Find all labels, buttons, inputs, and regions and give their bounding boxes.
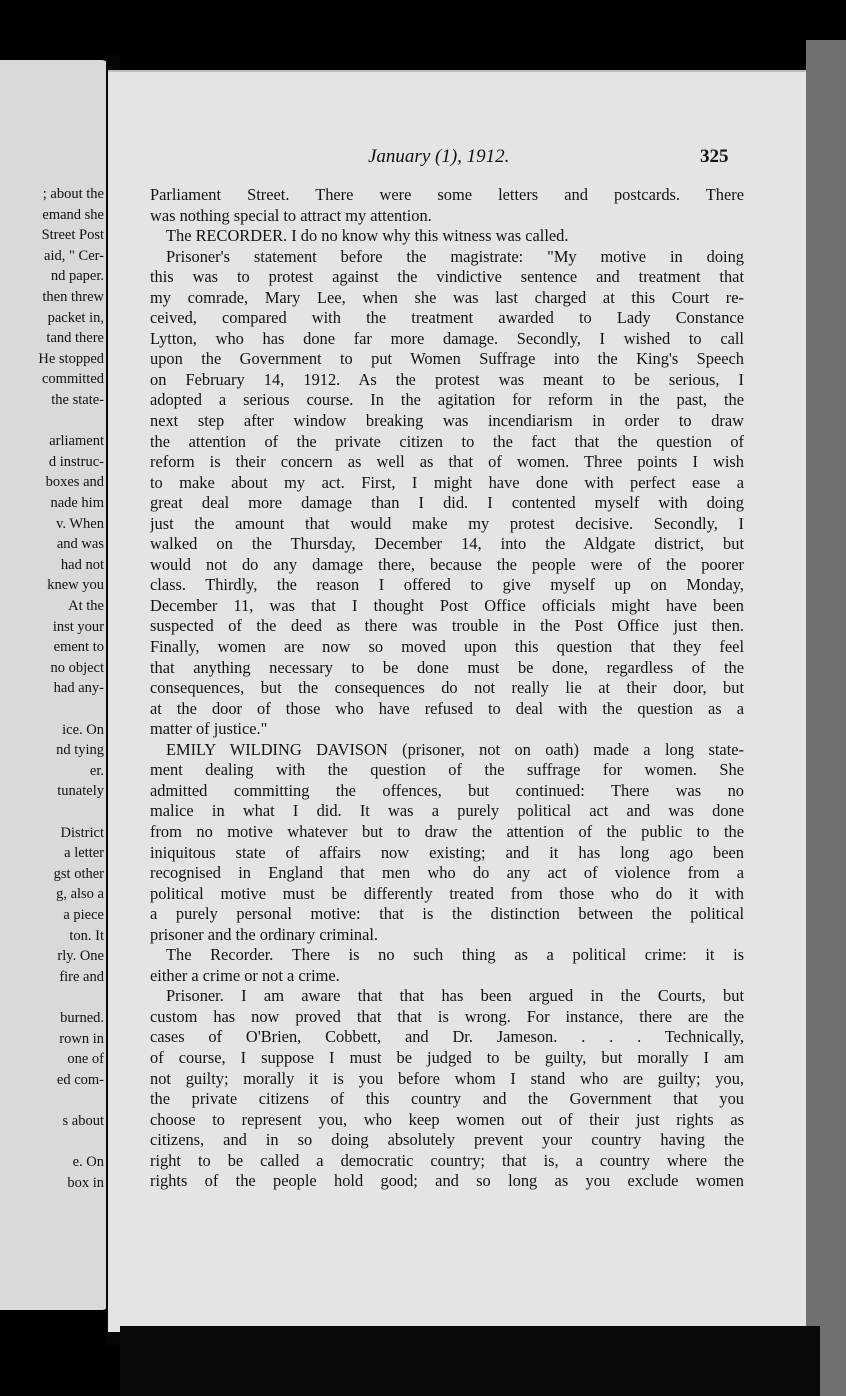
- facing-page-line: a piece: [63, 907, 104, 923]
- text-line: Prisoner. I am aware that that has been argued in the Courts, but: [166, 986, 744, 1006]
- facing-page-line: and was: [56, 536, 104, 553]
- text-line: my comrade, Mary Lee, when she was last charged at this Court re-: [150, 287, 744, 307]
- facing-page-line: g, also a: [56, 886, 104, 903]
- text-line: reform is their concern as well as that of women. Three points I wish: [150, 452, 744, 472]
- facing-page-line: District: [60, 824, 104, 841]
- facing-page-line: then threw: [42, 289, 104, 305]
- text-line: suspected of the deed as there was trouble in the Post Office just then.: [150, 616, 744, 636]
- facing-page-line: He stopped: [38, 350, 104, 367]
- facing-page-line: one of: [67, 1051, 104, 1068]
- facing-page-line: ton. It: [69, 927, 104, 944]
- facing-page-line: d instruc-: [48, 453, 104, 470]
- facing-page-line: emand she: [42, 206, 104, 223]
- text-line: the attention of the private citizen to the fact that the question of: [150, 431, 744, 451]
- text-line: Finally, women are now so moved upon this question that they feel: [150, 637, 744, 657]
- facing-page-line: tand there: [46, 330, 104, 347]
- facing-page-line: rly. One: [57, 948, 104, 965]
- text-line: choose to represent you, who keep women out of their just rights as: [150, 1109, 744, 1129]
- facing-page-line: the state-: [51, 392, 104, 408]
- text-line: walked on the Thursday, December 14, into the Aldgate district, but: [150, 534, 744, 554]
- facing-page-line: ement to: [53, 639, 104, 656]
- facing-page-line: had not: [60, 556, 104, 573]
- facing-page-line: knew you: [47, 577, 104, 594]
- text-line: on February 14, 1912. As the protest was meant to be serious, I: [150, 369, 744, 389]
- facing-page-line: boxes and: [45, 474, 104, 491]
- text-line: ceived, compared with the treatment awarded to Lady Constance: [150, 308, 744, 328]
- facing-page-line: box in: [67, 1174, 104, 1191]
- facing-page-line: At the: [68, 598, 104, 614]
- facing-page-line: nade him: [50, 495, 104, 511]
- facing-page-line: aid, " Cer-: [44, 247, 104, 264]
- text-line: adopted a serious course. In the agitation for reform in the past, the: [150, 390, 744, 410]
- text-line: The RECORDER. I do no know why this witness was called.: [166, 226, 569, 246]
- facing-page-line: rown in: [59, 1030, 104, 1047]
- text-line: Parliament Street. There were some letters and postcards. There: [150, 185, 744, 204]
- text-line: recognised in England that men who do any act of violence from a: [150, 863, 744, 883]
- text-line: Prisoner's statement before the magistrate: "My motive in doing: [166, 246, 744, 266]
- text-line: that anything necessary to be done must be done, regardless of the: [150, 657, 744, 677]
- page-number: 325: [700, 146, 729, 167]
- text-line: at the door of those who have refused to deal with the question as a: [150, 698, 744, 718]
- facing-page-line: a letter: [64, 845, 104, 862]
- text-line: The Recorder. There is no such thing as a political crime: it is: [166, 945, 744, 965]
- text-line: December 11, was that I thought Post Office officials might have been: [150, 595, 744, 615]
- facing-page-line: e. On: [72, 1154, 104, 1171]
- text-line: malice in what I did. It was a purely political act and was done: [150, 801, 744, 821]
- text-line: consequences, but the consequences do not really lie at their door, but: [150, 678, 744, 698]
- body-text: [150, 185, 744, 1192]
- facing-page-line: fire and: [59, 968, 104, 985]
- facing-page-line: nd tying: [56, 742, 104, 759]
- text-line: matter of justice.": [150, 719, 268, 739]
- text-line: was nothing special to attract my attention.: [150, 205, 432, 225]
- facing-page-line: ice. On: [62, 721, 104, 738]
- facing-page-line: gst other: [53, 865, 104, 882]
- text-line: rights of the people hold good; and so long as you exclude women: [150, 1171, 744, 1191]
- facing-page-line: v. When: [56, 515, 104, 532]
- text-line: iniquitous state of affairs now existing; and it has long ago been: [150, 842, 744, 862]
- running-head: January (1), 1912.: [368, 146, 510, 167]
- text-line: right to be called a democratic country; that is, a country where the: [150, 1150, 744, 1170]
- facing-page-line: no object: [50, 659, 104, 676]
- text-line: ment dealing with the question of the suffrage for women. She: [150, 760, 744, 780]
- facing-page-line: nd paper.: [50, 268, 104, 285]
- facing-page-line: ed com-: [56, 1071, 104, 1088]
- facing-page-line: burned.: [60, 1010, 104, 1026]
- text-line: Lytton, who has done far more damage. Secondly, I wished to call: [150, 328, 744, 348]
- facing-page-line: ; about the: [42, 186, 104, 202]
- text-line: great deal more damage than I did. I contented myself with doing: [150, 493, 744, 513]
- text-line: this was to protest against the vindictive sentence and treatment that: [150, 267, 744, 287]
- facing-page-line: s about: [62, 1113, 104, 1129]
- text-line: from no motive whatever but to draw the attention of the public to the: [150, 821, 744, 841]
- text-line: either a crime or not a crime.: [150, 965, 340, 985]
- facing-page-line: Street Post: [41, 227, 104, 244]
- page-edge-shadow: [806, 40, 846, 1396]
- facing-page-line: tunately: [57, 783, 104, 800]
- text-line: political motive must be differently treated from those who do it with: [150, 883, 744, 903]
- text-line: citizens, and in so doing absolutely prevent your country having the: [150, 1130, 744, 1150]
- text-line: just the amount that would make my protest decisive. Secondly, I: [150, 513, 744, 533]
- text-line: cases of O'Brien, Cobbett, and Dr. Jameson. . . . Technically,: [150, 1027, 744, 1047]
- text-line: to make about my act. First, I might have done with perfect ease a: [150, 472, 744, 492]
- text-line: of course, I suppose I must be judged to be guilty, but morally I am: [150, 1047, 744, 1067]
- facing-page-line: committed: [41, 371, 104, 388]
- text-line: would not do any damage there, because the people were of the poorer: [150, 554, 744, 574]
- text-line: admitted committing the offences, but continued: There was no: [150, 780, 744, 800]
- facing-page-line: arliament: [49, 433, 104, 450]
- text-line: the private citizens of this country and the Government that you: [150, 1089, 744, 1109]
- bottom-shadow: [120, 1326, 820, 1396]
- text-line: a purely personal motive: that is the distinction between the political: [150, 904, 744, 924]
- text-line: next step after window breaking was incendiarism in order to draw: [150, 411, 744, 431]
- text-line: EMILY WILDING DAVISON (prisoner, not on oath) made a long state-: [166, 739, 744, 759]
- facing-page-line: inst your: [52, 618, 104, 635]
- facing-page-line: had any-: [53, 680, 104, 697]
- text-line: class. Thirdly, the reason I offered to give myself up on Monday,: [150, 575, 744, 595]
- text-line: upon the Government to put Women Suffrage into the King's Speech: [150, 349, 744, 369]
- facing-page-line: er.: [89, 762, 104, 779]
- text-line: not guilty; morally it is you before whom I stand who are guilty; you,: [150, 1068, 744, 1088]
- text-line: custom has now proved that that is wrong. For instance, there are the: [150, 1006, 744, 1026]
- text-line: prisoner and the ordinary criminal.: [150, 924, 379, 944]
- facing-page: [0, 60, 108, 1310]
- facing-page-line: packet in,: [47, 309, 104, 326]
